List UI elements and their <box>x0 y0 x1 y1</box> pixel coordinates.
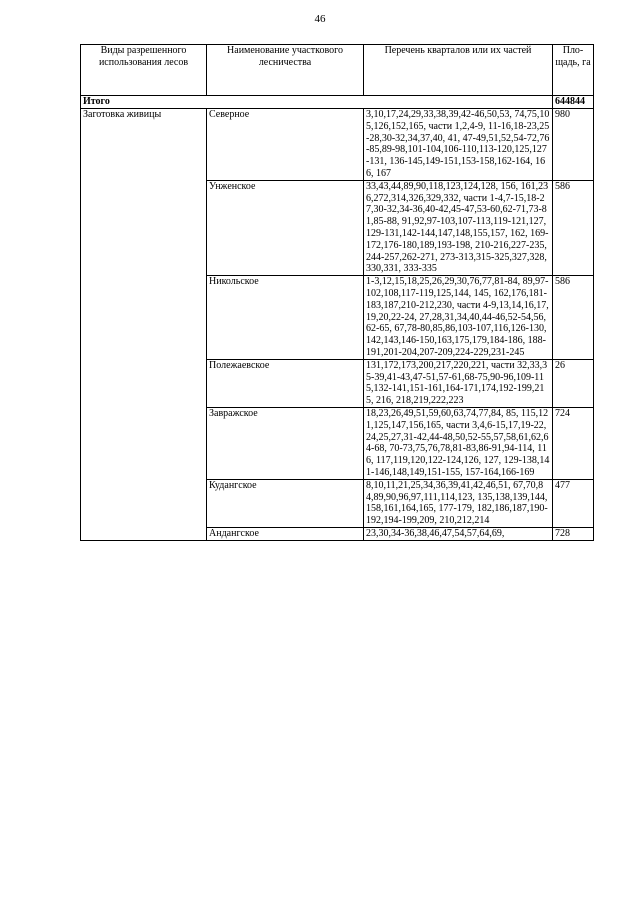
area-value: 586 <box>553 276 594 360</box>
kvartal-list: 1-3,12,15,18,25,26,29,30,76,77,81-84, 89,97-102,108,117-119,125,144, 145, 162,176,181-183,187,210-212,230, части 4-9,13,14,16,17,19,20,22-24, 27,28,31,34,40,44-46,52-54,56,62-65, 67,78-80,85,86,103-107,116,126-130, 142,143,146-150,163,175,179,184-186, 188-191,201-204,207-209,224-229,231-245 <box>364 276 553 360</box>
area-value: 724 <box>553 407 594 479</box>
forestry-name: Завражское <box>207 407 364 479</box>
forestry-name: Никольское <box>207 276 364 360</box>
area-value: 586 <box>553 180 594 275</box>
area-value: 980 <box>553 109 594 181</box>
total-row <box>81 96 594 109</box>
forest-use-table <box>80 44 594 541</box>
kvartal-list: 33,43,44,89,90,118,123,124,128, 156, 161,236,272,314,326,329,332, части 1-4,7-15,18-27,30-32,34-36,40-42,45-47,53-60,62-71,73-81,85-88, 91,92,97-103,107-113,119-121,127, 129-131,142-144,147,148,155,157, 162, 169-172,176-180,189,193-198, 210-216,227-235,244-257,262-271, 273-313,315-325,327,328,330,331, 333-335 <box>364 180 553 275</box>
total-label: Итого <box>81 96 553 109</box>
area-value: 728 <box>553 527 594 540</box>
forestry-name: Кудангское <box>207 479 364 527</box>
table-header-row <box>81 45 594 96</box>
kvartal-list: 23,30,34-36,38,46,47,54,57,64,69, <box>364 527 553 540</box>
area-value: 26 <box>553 359 594 407</box>
forestry-name: Андангское <box>207 527 364 540</box>
forestry-name: Полежаевское <box>207 359 364 407</box>
kvartal-list: 131,172,173,200,217,220,221, части 32,33,35-39,41-43,47-51,57-61,68-75,90-96,109-115,132-141,151-161,164-171,174,192-199,215, 216, 218,219,222,223 <box>364 359 553 407</box>
forestry-name: Унженское <box>207 180 364 275</box>
total-value: 644844 <box>553 96 594 109</box>
header-use-type: Виды разрешенного использования лесов <box>81 45 207 96</box>
header-forestry-name: Наименование участкового лесничества <box>207 45 364 96</box>
page-number: 46 <box>314 13 326 25</box>
kvartal-list: 18,23,26,49,51,59,60,63,74,77,84, 85, 115,121,125,147,156,165, части 3,4,6-15,17,19-22,24,25,27,31-42,44-48,50,52-55,57,58,61,62,64-68, 70-73,75,76,78,81-83,86-91,94-114, 116, 117,119,120,122-124,126, 127, 129-138,141-146,148,149,151-155, 157-164,166-169 <box>364 407 553 479</box>
area-value: 477 <box>553 479 594 527</box>
kvartal-list: 8,10,11,21,25,34,36,39,41,42,46,51, 67,70,84,89,90,96,97,111,114,123, 135,138,139,144,158,161,164,165, 177-179, 182,186,187,190-192,194-199,209, 210,212,214 <box>364 479 553 527</box>
table-row <box>81 109 594 181</box>
forestry-name: Северное <box>207 109 364 181</box>
header-kvartals: Перечень кварталов или их частей <box>364 45 553 96</box>
use-type-cell: Заготовка живицы <box>81 109 207 541</box>
header-area: Пло-щадь, га <box>553 45 594 96</box>
kvartal-list: 3,10,17,24,29,33,38,39,42-46,50,53, 74,75,105,126,152,165, части 1,2,4-9, 11-16,18-23,25-28,30-32,34,37,40, 41, 47-49,51,52,54-72,76-85,89-98,101-104,106-110,113-120,125,127-131, 136-145,149-151,153-158,162-164, 166, 167 <box>364 109 553 181</box>
